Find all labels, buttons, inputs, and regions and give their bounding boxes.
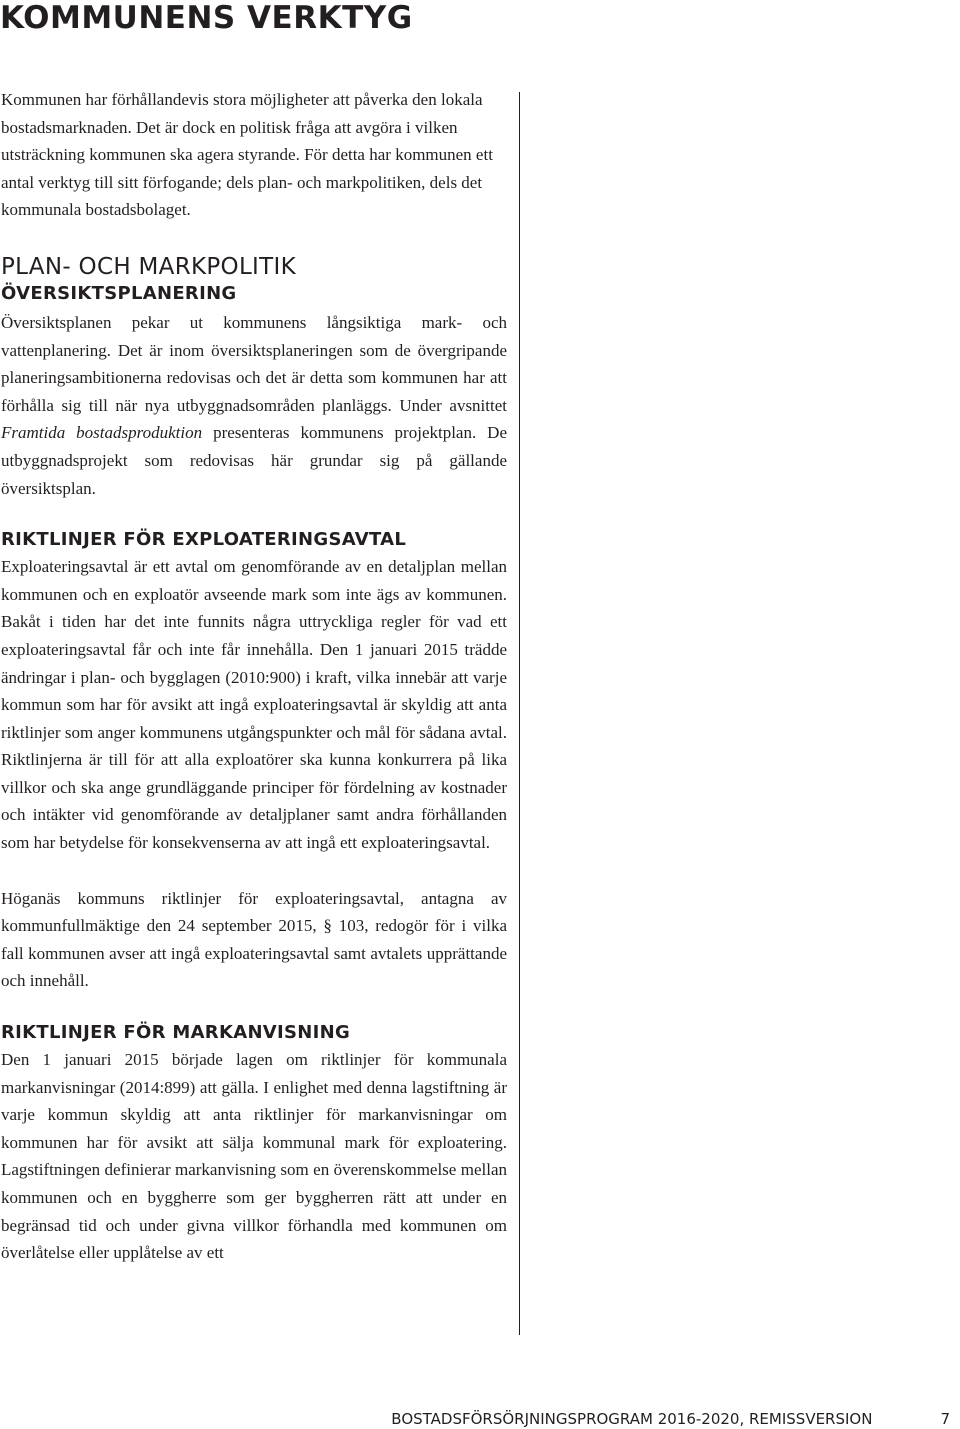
column-divider <box>519 92 520 1335</box>
page-title: KOMMUNENS VERKTYG <box>0 0 413 36</box>
exploateringsavtal-paragraph-1: Exploateringsavtal är ett avtal om genomförande av en detaljplan mellan kommunen och en exploatör avseende mark som inte ägs av kommunen. Bakåt i tiden har det inte funnits några uttryckliga regler för vad ett exploateringsavtal får och inte får innehålla. Den 1 januari 2015 trädde ändringar i plan- och bygglagen (2010:900) i kraft, vilka innebär att varje kommun som har för avsikt att ingå exploateringsavtal är skyldig att anta riktlinjer som anger kommunens utgångspunkter och mål för sådana avtal. Riktlinjerna är till för att alla exploatörer ska kunna konkurrera på lika villkor och ska ange grundläggande principer för fördelning av kostnader och intäkter vid genomförande av detaljplaner samt andra förhållanden som har betydelse för konsekvenserna av att ingå ett exploateringsavtal. <box>1 557 507 853</box>
framtida-bostadsproduktion-reference: Framtida bostadsproduktion <box>1 423 203 443</box>
page-number: 7 <box>940 1410 950 1428</box>
intro-paragraph: Kommunen har förhållandevis stora möjligheter att påverka den lokala bostadsmarknaden. Det är dock en politisk fråga att avgöra i vilken utsträckning kommunen ska agera styrande. För detta har kommunen ett antal verktyg till sitt förfogande; dels plan- och markpolitiken, dels det kommunala bostadsbolaget. <box>1 90 493 220</box>
oversiktsplanering-paragraph <box>1 309 507 502</box>
main-column <box>1 86 507 1267</box>
footer-document-title: BOSTADSFÖRSÖRJNINGSPROGRAM 2016-2020, REMISSVERSION <box>391 1410 873 1428</box>
subheading-markanvisning: RIKTLINJER FÖR MARKANVISNING <box>1 1022 351 1044</box>
subheading-oversiktsplanering: ÖVERSIKTSPLANERING <box>1 282 237 304</box>
markanvisning-paragraph: Den 1 januari 2015 började lagen om riktlinjer för kommunala markanvisningar (2014:899) att gälla. I enlighet med denna lagstiftning är varje kommun skyldig att anta riktlinjer för markanvisningar om kommunen har för avsikt att sälja kommunal mark för exploatering. Lagstiftningen definierar markanvisning som en överenskommelse mellan kommunen och en byggherre som ger byggherren rätt att under en begränsad tid och under givna villkor förhandla med kommunen om överlåtelse eller upplåtelse av ett <box>1 1050 507 1263</box>
oversiktsplanering-text-end: presenteras kommunens projektplan. De utbyggnadsprojekt som redovisas här grundar sig på gällande översiktsplan. <box>1 423 508 498</box>
exploateringsavtal-paragraph-2: Höganäs kommuns riktlinjer för exploateringsavtal, antagna av kommunfullmäktige den 24 september 2015, § 103, redogör för i vilka fall kommunen avser att ingå exploateringsavtal samt avtalets upprättande och innehåll. <box>1 888 507 991</box>
page-footer <box>391 1410 950 1428</box>
oversiktsplanering-text-start: Översiktsplanen pekar ut kommunens långsiktiga mark- och vattenplanering. Det är inom översiktsplaneringen som de övergripande planeringsambitionerna redovisas och det är detta som kommunen har att förhålla sig till när nya utbyggnadsområden planläggs. Under avsnittet <box>1 312 507 415</box>
section-heading-plan-markpolitik: PLAN- OCH MARKPOLITIK <box>1 253 296 280</box>
subheading-exploateringsavtal: RIKTLINJER FÖR EXPLOATERINGSAVTAL <box>1 529 407 551</box>
